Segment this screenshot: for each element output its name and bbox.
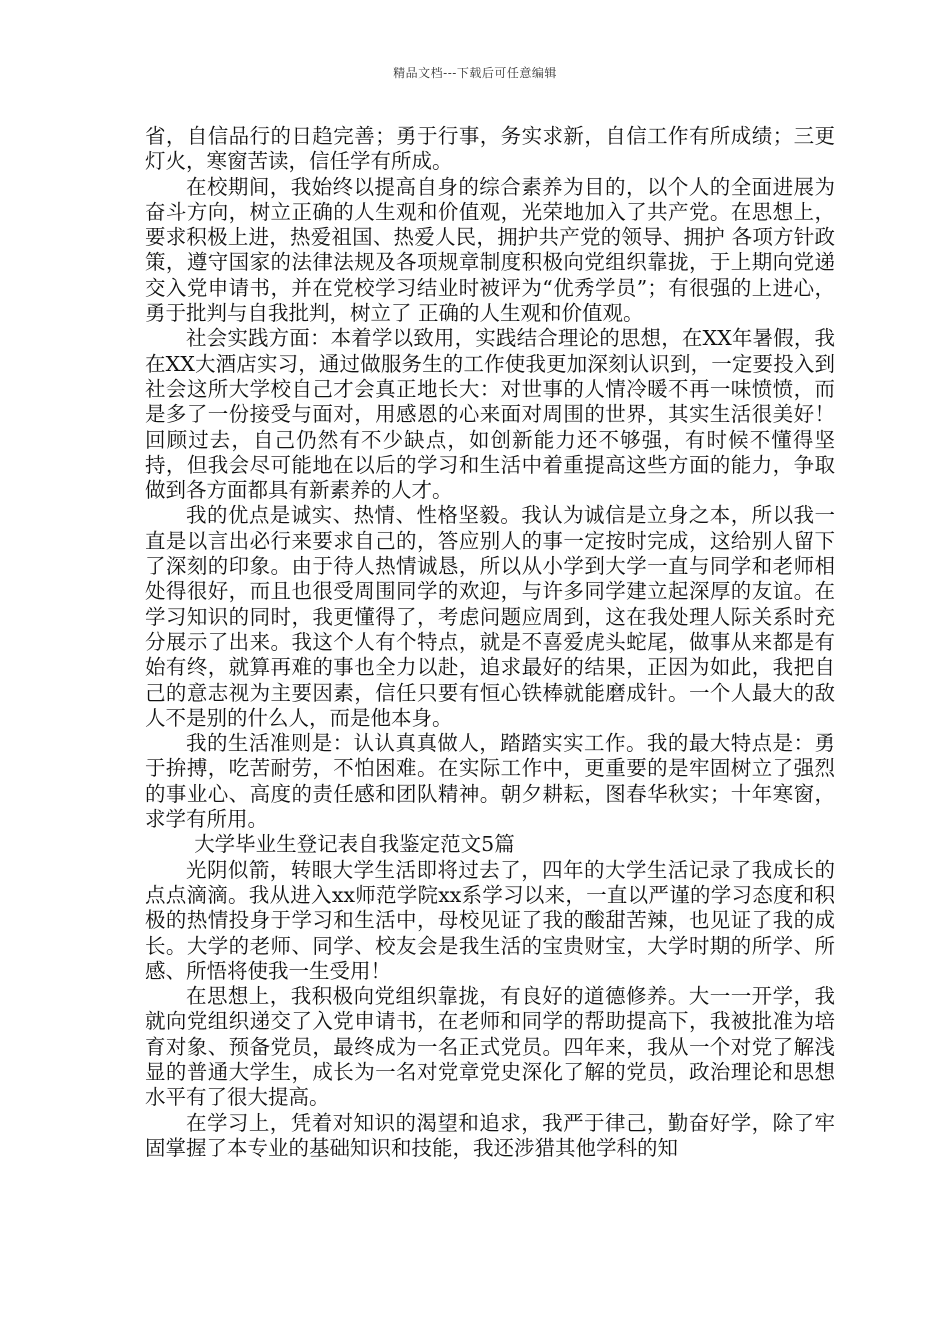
- paragraph: 我的优点是诚实、热情、性格坚毅。我认为诚信是立身之本，所以我一直是以言出必行来要求自己的，答应别人的事一定按时完成，这给别人留下了深刻的印象。由于待人热情诚恳，所以从小学到大学一直与同学和老师相处得很好，而且也很受周围同学的欢迎，与许多同学建立起深厚的友谊。在学习知识的同时，我更懂得了，考虑问题应周到，这在我处理人际关系时充分展示了出来。我这个人有个特点，就是不喜爱虎头蛇尾，做事从来都是有始有终，就算再难的事也全力以赴，追求最好的结果，正因为如此，我把自己的意志视为主要因素，信任只要有恒心铁棒就能磨成针。一个人最大的敌人不是别的什么人，而是他本身。: [145, 503, 835, 730]
- paragraph: 在思想上，我积极向党组织靠拢，有良好的道德修养。大一一开学，我就向党组织递交了入党申请书，在老师和同学的帮助提高下，我被批准为培育对象、预备党员，最终成为一名正式党员。四年来，我从一个对党了解浅显的普通大学生，成长为一名对党章党史深化了解的党员，政治理论和思想水平有了很大提高。: [145, 984, 835, 1110]
- page-header: 精品文档---下载后可任意编辑: [393, 66, 557, 80]
- paragraph: 我的生活准则是：认认真真做人，踏踏实实工作。我的最大特点是：勇于拚搏，吃苦耐劳，不怕困难。在实际工作中，更重要的是牢固树立了强烈的事业心、高度的责任感和团队精神。朝夕耕耘，图春华秋实；十年寒窗，求学有所用。: [145, 731, 835, 832]
- document-body: [145, 124, 835, 1161]
- paragraph: 省，自信品行的日趋完善；勇于行事，务实求新，自信工作有所成绩；三更灯火，寒窗苦读，信任学有所成。: [145, 124, 835, 174]
- paragraph: 在学习上，凭着对知识的渴望和追求，我严于律己，勤奋好学，除了牢固掌握了本专业的基础知识和技能，我还涉猎其他学科的知: [145, 1110, 835, 1160]
- section-heading: 大学毕业生登记表自我鉴定范文5篇: [194, 832, 515, 857]
- paragraph: 光阴似箭，转眼大学生活即将过去了，四年的大学生活记录了我成长的点点滴滴。我从进入xx师范学院xx系学习以来，一直以严谨的学习态度和积极的热情投身于学习和生活中，母校见证了我的酸甜苦辣，也见证了我的成长。大学的老师、同学、校友会是我生活的宝贵财宝，大学时期的所学、所感、所悟将使我一生受用！: [145, 857, 835, 983]
- paragraph: 社会实践方面：本着学以致用，实践结合理论的思想，在XX年暑假，我在XX大酒店实习，通过做服务生的工作使我更加深刻认识到，一定要投入到社会这所大学校自己才会真正地长大：对世事的人情冷暖不再一味愤愤，而是多了一份接受与面对，用感恩的心来面对周围的世界，其实生活很美好！回顾过去，自己仍然有不少缺点，如创新能力还不够强，有时候不懂得坚持，但我会尽可能地在以后的学习和生活中着重提高这些方面的能力，争取做到各方面都具有新素养的人才。: [145, 326, 835, 503]
- paragraph: 在校期间，我始终以提高自身的综合素养为目的，以个人的全面进展为奋斗方向，树立正确的人生观和价值观，光荣地加入了共产党。在思想上，要求积极上进，热爱祖国、热爱人民，拥护共产党的领导、拥护 各项方针政策，遵守国家的法律法规及各项规章制度积极向党组织靠拢，于上期向党递交入党申请书，并在党校学习结业时被评为“优秀学员”；有很强的上进心，勇于批判与自我批判，树立了 正确的人生观和价值观。: [145, 174, 835, 326]
